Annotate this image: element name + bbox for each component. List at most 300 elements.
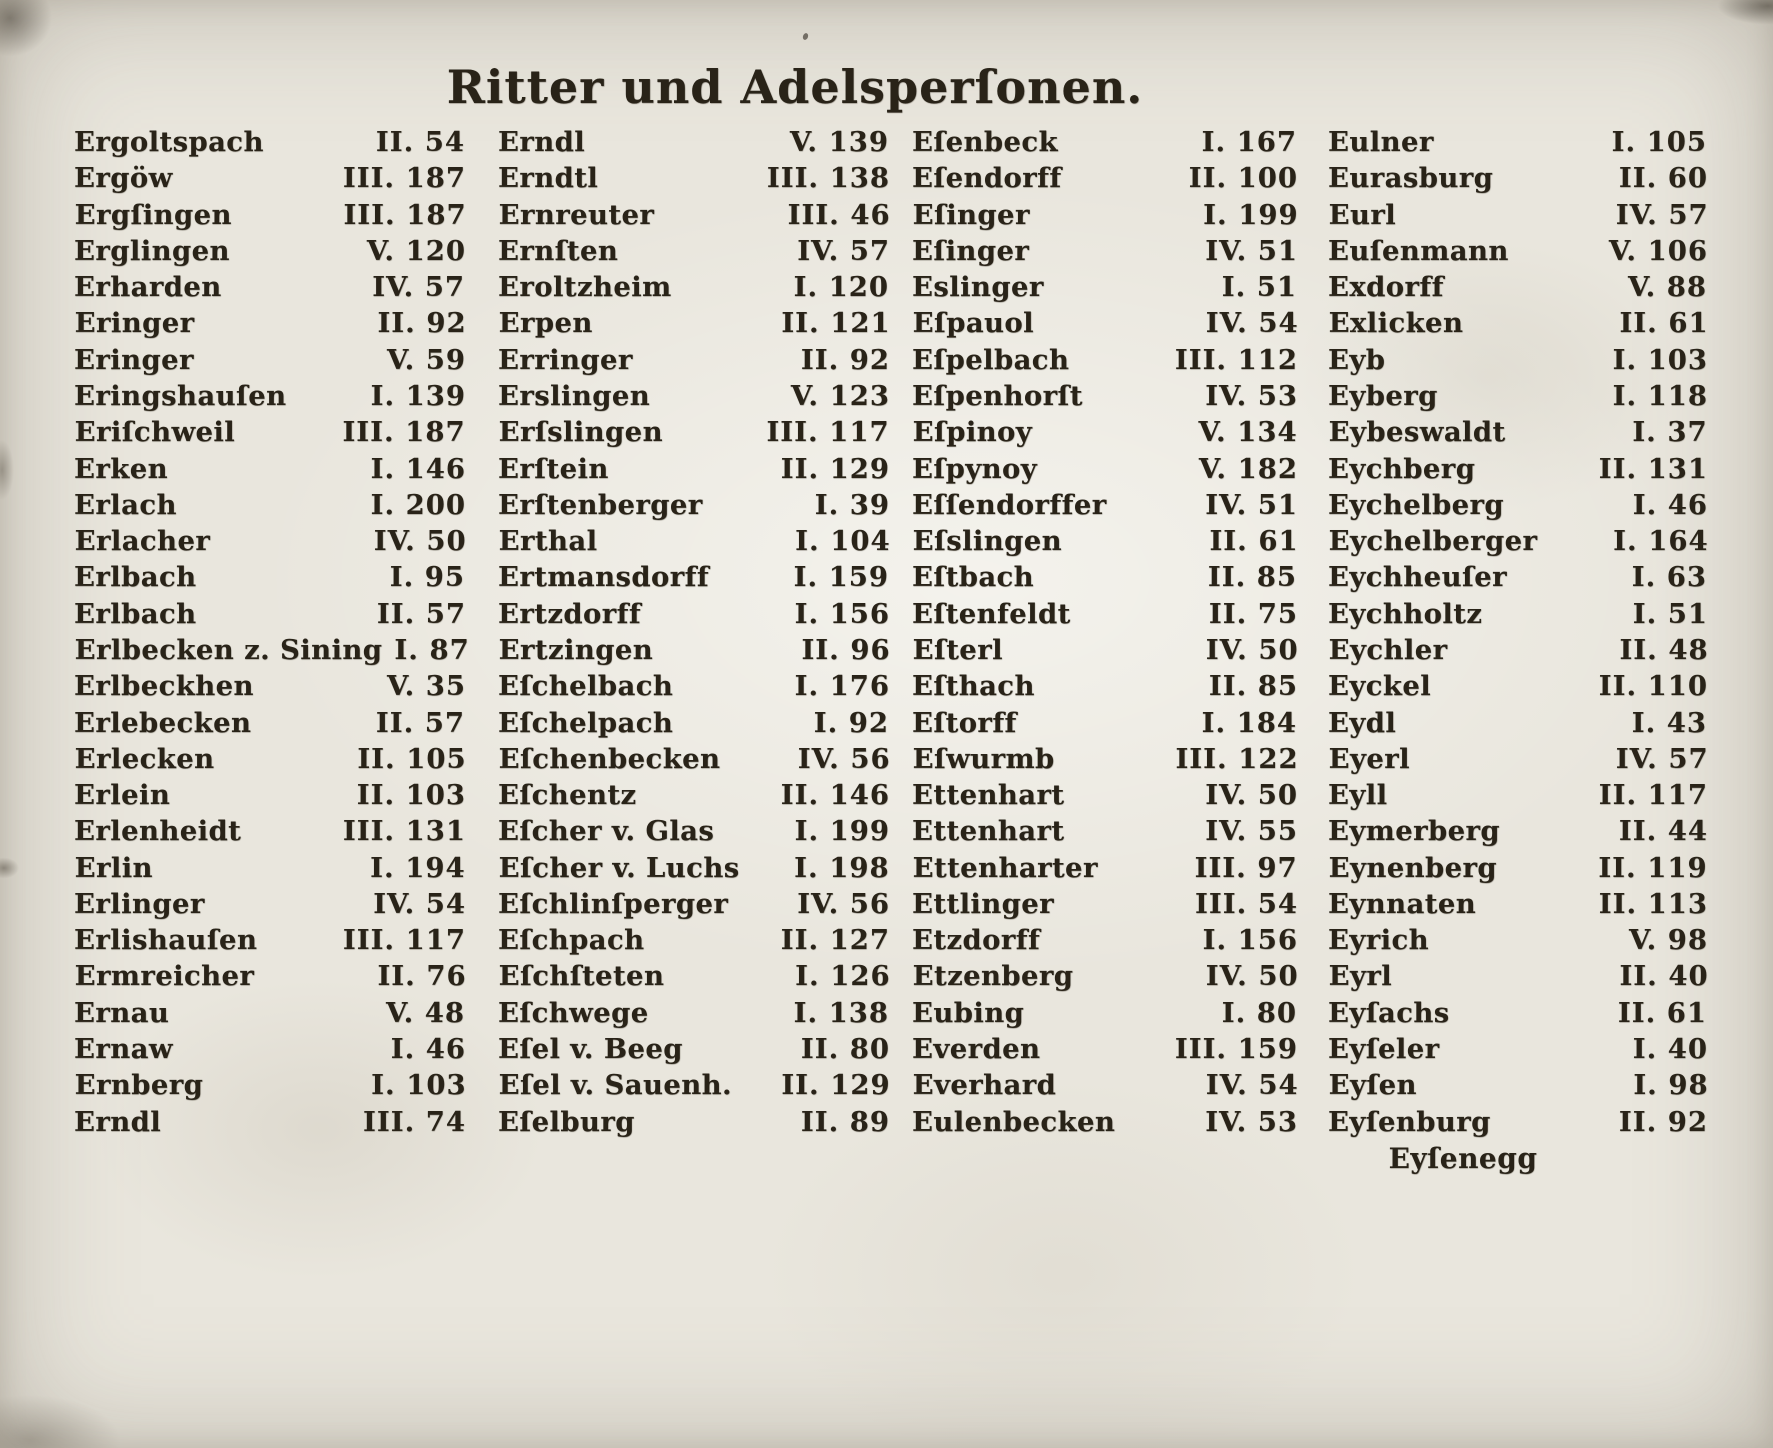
entry-name: Etzdorff xyxy=(912,924,1041,957)
entry-ref: II. 85 xyxy=(1208,670,1298,703)
entry-name: Eringer xyxy=(74,343,194,376)
entry-ref: IV. 50 xyxy=(1205,633,1299,666)
entry-name: Erlbach xyxy=(74,561,197,594)
index-entry xyxy=(74,489,466,521)
entry-ref: I. 159 xyxy=(793,561,889,594)
entry-ref: I. 138 xyxy=(793,996,889,1029)
entry-ref: I. 118 xyxy=(1612,379,1708,412)
index-entry xyxy=(499,634,891,666)
entry-name: Euſenmann xyxy=(1328,234,1509,267)
entry-name: Eſchenbecken xyxy=(498,742,721,775)
index-entry xyxy=(1328,126,1708,158)
entry-name: Eſterl xyxy=(912,633,1003,666)
entry-name: Ettenharter xyxy=(912,851,1098,884)
index-entry xyxy=(74,126,466,158)
entry-name: Eſslingen xyxy=(912,525,1063,558)
entry-ref: II. 105 xyxy=(357,742,467,775)
entry-name: Erlishauſen xyxy=(74,924,258,957)
index-entry xyxy=(498,707,890,739)
index-entry xyxy=(1328,453,1708,485)
entry-ref: II. 119 xyxy=(1598,851,1708,884)
entry-ref: III. 187 xyxy=(342,416,466,449)
index-entry xyxy=(1328,380,1708,412)
index-column-1 xyxy=(74,126,470,1138)
entry-name: Eyſachs xyxy=(1328,996,1450,1029)
page-title: Ritter und Adelsperſonen. xyxy=(446,60,1144,114)
entry-name: Eſel v. Sauenh. xyxy=(498,1069,733,1102)
entry-ref: IV. 54 xyxy=(373,887,466,920)
index-entry xyxy=(499,307,891,339)
index-entry xyxy=(1328,1106,1708,1138)
index-entry xyxy=(74,779,466,811)
entry-name: Ertmansdorff xyxy=(498,561,710,594)
entry-ref: III. 187 xyxy=(342,162,466,195)
index-entry xyxy=(74,561,466,593)
entry-ref: I. 103 xyxy=(371,1069,467,1102)
entry-name: Eſwurmb xyxy=(912,742,1055,775)
index-entry xyxy=(1328,924,1708,956)
entry-ref: II. 129 xyxy=(781,1069,891,1102)
index-entry xyxy=(1328,344,1708,376)
entry-name: Eſſendorffer xyxy=(912,488,1107,521)
entry-ref: I. 51 xyxy=(1632,597,1708,630)
index-entry xyxy=(1329,307,1709,339)
entry-ref: II. 92 xyxy=(377,307,467,340)
index-entry xyxy=(912,598,1298,630)
entry-ref: IV. 57 xyxy=(1615,742,1709,775)
entry-name: Erlbeckhen xyxy=(74,670,254,703)
entry-name: Etzenberg xyxy=(912,960,1074,993)
entry-name: Eſcher v. Glas xyxy=(498,815,715,848)
entry-name: Eſpinoy xyxy=(912,416,1033,449)
ink-speck xyxy=(802,32,809,40)
entry-ref: II. 80 xyxy=(800,1033,890,1066)
entry-name: Eynnaten xyxy=(1328,887,1477,920)
entry-ref: II. 131 xyxy=(1598,452,1708,485)
entry-ref: IV. 51 xyxy=(1205,234,1298,267)
index-entry xyxy=(74,888,466,920)
index-entry xyxy=(499,960,891,992)
index-entry xyxy=(498,235,890,267)
entry-name: Erharden xyxy=(74,271,222,304)
entry-ref: IV. 57 xyxy=(1615,198,1709,231)
entry-ref: III. 138 xyxy=(766,162,890,195)
entry-name: Eyckel xyxy=(1328,670,1432,703)
entry-ref: III. 54 xyxy=(1194,887,1298,920)
entry-ref: II. 61 xyxy=(1209,525,1299,558)
entry-ref: III. 97 xyxy=(1194,851,1298,884)
entry-name: Eychheuſer xyxy=(1328,561,1507,594)
index-entry xyxy=(912,561,1298,593)
entry-ref: II. 75 xyxy=(1208,597,1298,630)
entry-ref: I. 95 xyxy=(389,561,465,594)
index-entry xyxy=(912,1106,1298,1138)
index-entry xyxy=(1328,888,1708,920)
entry-ref: II. 40 xyxy=(1619,960,1709,993)
entry-name: Ertzdorff xyxy=(498,597,642,630)
entry-ref: II. 57 xyxy=(376,597,466,630)
entry-name: Ernberg xyxy=(74,1069,204,1102)
index-entry xyxy=(1329,634,1709,666)
index-entry xyxy=(912,670,1298,702)
entry-name: Erndl xyxy=(74,1105,162,1138)
index-entry xyxy=(1328,561,1708,593)
entry-name: Eyſeler xyxy=(1328,1033,1440,1066)
entry-ref: II. 110 xyxy=(1598,670,1708,703)
entry-ref: I. 156 xyxy=(1202,924,1298,957)
entry-ref: I. 164 xyxy=(1613,525,1709,558)
entry-ref: II. 113 xyxy=(1598,887,1708,920)
entry-ref: II. 100 xyxy=(1188,162,1298,195)
entry-ref: IV. 55 xyxy=(1205,815,1298,848)
entry-ref: III. 131 xyxy=(342,815,466,848)
entry-ref: I. 120 xyxy=(793,271,889,304)
entry-name: Eyll xyxy=(1328,779,1388,812)
entry-name: Everhard xyxy=(912,1069,1057,1102)
index-entry xyxy=(498,1033,890,1065)
entry-name: Eychberg xyxy=(1328,452,1476,485)
entry-name: Eslinger xyxy=(912,271,1044,304)
index-entry xyxy=(75,743,467,775)
entry-name: Eychler xyxy=(1328,633,1448,666)
entry-ref: I. 98 xyxy=(1633,1069,1709,1102)
index-entry xyxy=(75,960,467,992)
index-column-3 xyxy=(912,126,1298,1138)
entry-ref: I. 46 xyxy=(1632,488,1708,521)
index-entry xyxy=(498,162,890,194)
entry-name: Eybeswaldt xyxy=(1328,416,1506,449)
entry-name: Exdorff xyxy=(1328,271,1444,304)
entry-name: Ettenhart xyxy=(912,779,1065,812)
entry-name: Ergſingen xyxy=(74,198,232,231)
entry-ref: III. 187 xyxy=(343,198,467,231)
index-entry xyxy=(912,997,1298,1029)
entry-ref: II. 60 xyxy=(1618,162,1708,195)
index-entry xyxy=(498,779,890,811)
index-entry xyxy=(499,1069,891,1101)
entry-name: Erlbach xyxy=(74,597,197,630)
entry-ref: II. 129 xyxy=(780,452,890,485)
entry-ref: I. 198 xyxy=(794,851,890,884)
entry-ref: V. 98 xyxy=(1629,924,1708,957)
index-entry xyxy=(74,344,466,376)
entry-ref: V. 35 xyxy=(387,670,466,703)
entry-name: Eynenberg xyxy=(1328,851,1498,884)
index-entry xyxy=(498,815,890,847)
entry-name: Eringer xyxy=(74,307,195,340)
index-entry xyxy=(912,344,1298,376)
entry-name: Ermreicher xyxy=(74,960,255,993)
entry-ref: II. 146 xyxy=(780,779,890,812)
entry-ref: III. 122 xyxy=(1175,742,1299,775)
entry-name: Eſelburg xyxy=(498,1105,635,1138)
entry-name: Ernau xyxy=(74,996,170,1029)
index-entry xyxy=(912,1033,1298,1065)
entry-name: Erſtein xyxy=(498,452,609,485)
entry-name: Erglingen xyxy=(74,234,230,267)
index-entry xyxy=(499,199,891,231)
entry-name: Eſcher v. Luchs xyxy=(498,851,740,884)
entry-name: Eſchwege xyxy=(498,996,649,1029)
index-entry xyxy=(498,271,890,303)
index-entry xyxy=(912,235,1298,267)
entry-ref: II. 61 xyxy=(1617,996,1707,1029)
entry-ref: IV. 50 xyxy=(1205,960,1299,993)
index-entry xyxy=(913,634,1299,666)
entry-name: Erndl xyxy=(498,126,586,158)
entry-name: Erthal xyxy=(498,525,598,558)
index-entry xyxy=(912,126,1298,158)
index-entry xyxy=(74,633,470,666)
entry-ref: I. 105 xyxy=(1611,126,1707,158)
entry-name: Erlin xyxy=(74,851,153,884)
index-entry xyxy=(1328,271,1708,303)
entry-ref: II. 76 xyxy=(377,960,467,993)
entry-ref: IV. 54 xyxy=(1205,1069,1299,1102)
entry-name: Erlach xyxy=(74,488,177,521)
entry-name: Eſchſteten xyxy=(498,960,665,993)
index-entry xyxy=(74,1033,466,1065)
index-entry xyxy=(1328,997,1708,1029)
index-entry xyxy=(74,235,466,267)
entry-name: Erlacher xyxy=(74,525,211,558)
entry-name: Everden xyxy=(912,1033,1041,1066)
entry-name: Eyſen xyxy=(1328,1069,1417,1102)
entry-name: Eſchentz xyxy=(498,779,637,812)
entry-name: Eſpelbach xyxy=(912,343,1070,376)
entry-name: Eyb xyxy=(1328,343,1386,376)
index-entry xyxy=(912,779,1298,811)
index-entry xyxy=(498,561,890,593)
entry-ref: IV. 50 xyxy=(1205,779,1298,812)
entry-ref: III. 112 xyxy=(1174,343,1298,376)
index-entry xyxy=(74,670,466,702)
entry-name: Eſinger xyxy=(912,234,1030,267)
entry-name: Eyrl xyxy=(1328,960,1393,993)
entry-name: Eroltzheim xyxy=(498,271,672,304)
entry-ref: II. 127 xyxy=(780,924,890,957)
entry-name: Erslingen xyxy=(498,379,651,412)
index-entry xyxy=(74,453,466,485)
index-entry xyxy=(1328,489,1708,521)
entry-ref: V. 182 xyxy=(1198,452,1298,485)
entry-name: Erlbecken z. Sining xyxy=(74,633,383,666)
entry-ref: V. 106 xyxy=(1608,234,1708,267)
index-entry xyxy=(1329,743,1709,775)
entry-ref: IV. 57 xyxy=(372,271,465,304)
entry-ref: II. 92 xyxy=(1618,1105,1708,1138)
entry-name: Erlein xyxy=(74,779,171,812)
index-entry xyxy=(912,271,1298,303)
entry-ref: I. 167 xyxy=(1201,126,1297,158)
index-entry xyxy=(1328,162,1708,194)
entry-ref: I. 184 xyxy=(1201,706,1297,739)
entry-name: Eyſenburg xyxy=(1328,1105,1491,1138)
entry-name: Eriſchweil xyxy=(74,416,236,449)
index-entry xyxy=(913,852,1299,884)
index-entry xyxy=(1328,779,1708,811)
entry-name: Eſinger xyxy=(912,198,1030,231)
entry-ref: I. 156 xyxy=(794,597,890,630)
entry-ref: IV. 54 xyxy=(1205,307,1299,340)
index-entry xyxy=(74,162,466,194)
index-entry xyxy=(912,707,1298,739)
index-entry xyxy=(74,997,466,1029)
entry-ref: II. 96 xyxy=(801,633,891,666)
entry-ref: I. 176 xyxy=(794,670,890,703)
index-entry xyxy=(499,743,891,775)
entry-name: Ernaw xyxy=(74,1033,173,1066)
entry-ref: II. 121 xyxy=(781,307,891,340)
entry-name: Eſpynoy xyxy=(912,452,1038,485)
entry-name: Erſslingen xyxy=(498,416,663,449)
entry-ref: I. 46 xyxy=(390,1033,466,1066)
entry-ref: III. 159 xyxy=(1174,1033,1298,1066)
entry-ref: IV. 57 xyxy=(797,234,890,267)
entry-name: Eulenbecken xyxy=(912,1105,1116,1138)
entry-ref: V. 48 xyxy=(386,996,465,1029)
index-entry xyxy=(1328,235,1708,267)
entry-name: Exlicken xyxy=(1328,307,1464,340)
entry-ref: IV. 53 xyxy=(1205,379,1298,412)
entry-ref: I. 194 xyxy=(370,851,466,884)
entry-ref: I. 63 xyxy=(1631,561,1707,594)
index-entry xyxy=(1328,707,1708,739)
index-entry xyxy=(498,1106,890,1138)
entry-name: Erlenheidt xyxy=(74,815,242,848)
entry-name: Eubing xyxy=(912,996,1025,1029)
entry-ref: V. 134 xyxy=(1198,416,1298,449)
entry-ref: I. 51 xyxy=(1221,271,1297,304)
index-column-2 xyxy=(498,126,890,1138)
index-entry xyxy=(74,924,466,956)
entry-name: Erndtl xyxy=(498,162,599,195)
index-entry xyxy=(499,416,891,448)
entry-ref: III. 74 xyxy=(362,1105,466,1138)
index-entry xyxy=(912,489,1298,521)
index-entry xyxy=(1329,960,1709,992)
entry-ref: I. 139 xyxy=(370,379,466,412)
index-entry xyxy=(1328,598,1708,630)
index-entry xyxy=(74,707,466,739)
entry-name: Eſthach xyxy=(912,670,1035,703)
entry-name: Erpen xyxy=(498,307,593,340)
entry-ref: IV. 56 xyxy=(797,742,891,775)
entry-ref: II. 103 xyxy=(356,779,466,812)
entry-name: Eſtorff xyxy=(912,706,1017,739)
index-entry xyxy=(912,924,1298,956)
entry-ref: II. 117 xyxy=(1598,779,1708,812)
index-entry xyxy=(913,307,1299,339)
index-entry xyxy=(1329,199,1709,231)
entry-name: Ernreuter xyxy=(498,198,655,231)
index-entry xyxy=(498,670,890,702)
index-entry xyxy=(498,489,890,521)
index-entry xyxy=(75,525,467,557)
entry-name: Eychelberger xyxy=(1328,525,1538,558)
entry-name: Eſchlinſperger xyxy=(498,887,729,920)
index-entry xyxy=(913,1069,1299,1101)
entry-name: Ernſten xyxy=(498,234,619,267)
entry-ref: I. 39 xyxy=(814,488,890,521)
entry-name: Eſenbeck xyxy=(912,126,1059,158)
index-entry xyxy=(912,815,1298,847)
entry-name: Ettlinger xyxy=(912,887,1055,920)
index-entry xyxy=(498,997,890,1029)
index-entry xyxy=(913,525,1299,557)
index-entry xyxy=(912,888,1298,920)
entry-name: Eſtenfeldt xyxy=(912,597,1071,630)
index-entry xyxy=(1329,1069,1709,1101)
index-entry xyxy=(498,126,890,158)
entry-ref: I. 37 xyxy=(1632,416,1708,449)
entry-name: Eſchelpach xyxy=(498,706,674,739)
entry-name: Erlecken xyxy=(74,742,215,775)
entry-ref: IV. 50 xyxy=(373,525,467,558)
entry-name: Eſpenhorſt xyxy=(912,379,1083,412)
entry-name: Eſendorff xyxy=(912,162,1062,195)
index-entry xyxy=(498,888,890,920)
entry-ref: II. 61 xyxy=(1619,307,1709,340)
entry-ref: I. 104 xyxy=(795,525,891,558)
entry-ref: V. 120 xyxy=(366,234,466,267)
entry-ref: V. 123 xyxy=(790,379,890,412)
entry-ref: III. 117 xyxy=(342,924,466,957)
index-entry xyxy=(498,380,890,412)
index-entry xyxy=(498,598,890,630)
index-entry xyxy=(1328,815,1708,847)
entry-name: Ergoltspach xyxy=(74,126,264,158)
entry-ref: II. 89 xyxy=(800,1105,890,1138)
index-entry xyxy=(498,924,890,956)
entry-name: Erlinger xyxy=(74,887,205,920)
entry-ref: II. 44 xyxy=(1618,815,1708,848)
entry-name: Eychelberg xyxy=(1328,488,1505,521)
entry-name: Eymerberg xyxy=(1328,815,1501,848)
index-entry xyxy=(913,416,1299,448)
index-entry xyxy=(74,598,466,630)
index-entry xyxy=(75,852,467,884)
entry-ref: IV. 53 xyxy=(1205,1105,1298,1138)
index-entry xyxy=(74,380,466,412)
entry-name: Eurl xyxy=(1328,198,1397,231)
entry-name: Eringshauſen xyxy=(74,379,287,412)
entry-ref: II. 54 xyxy=(375,126,465,158)
entry-ref: II. 57 xyxy=(375,706,465,739)
entry-ref: I. 200 xyxy=(370,488,466,521)
entry-ref: I. 92 xyxy=(813,706,889,739)
entry-ref: I. 199 xyxy=(1203,198,1299,231)
index-entry xyxy=(912,162,1298,194)
index-entry xyxy=(913,743,1299,775)
entry-name: Ertzingen xyxy=(498,633,654,666)
index-entry xyxy=(1329,525,1709,557)
entry-ref: I. 199 xyxy=(794,815,890,848)
index-entry xyxy=(75,1069,467,1101)
entry-name: Ettenhart xyxy=(912,815,1065,848)
entry-ref: II. 92 xyxy=(800,343,890,376)
entry-ref: I. 146 xyxy=(370,452,466,485)
entry-name: Eurasburg xyxy=(1328,162,1494,195)
catchword: Eyſenegg xyxy=(1388,1142,1538,1175)
entry-name: Eydl xyxy=(1328,706,1397,739)
entry-ref: III. 46 xyxy=(787,198,891,231)
entry-ref: I. 87 xyxy=(394,633,470,666)
entry-ref: IV. 51 xyxy=(1205,488,1298,521)
index-entry xyxy=(74,271,466,303)
entry-name: Eſchelbach xyxy=(498,670,674,703)
entry-name: Ergöw xyxy=(74,162,173,195)
